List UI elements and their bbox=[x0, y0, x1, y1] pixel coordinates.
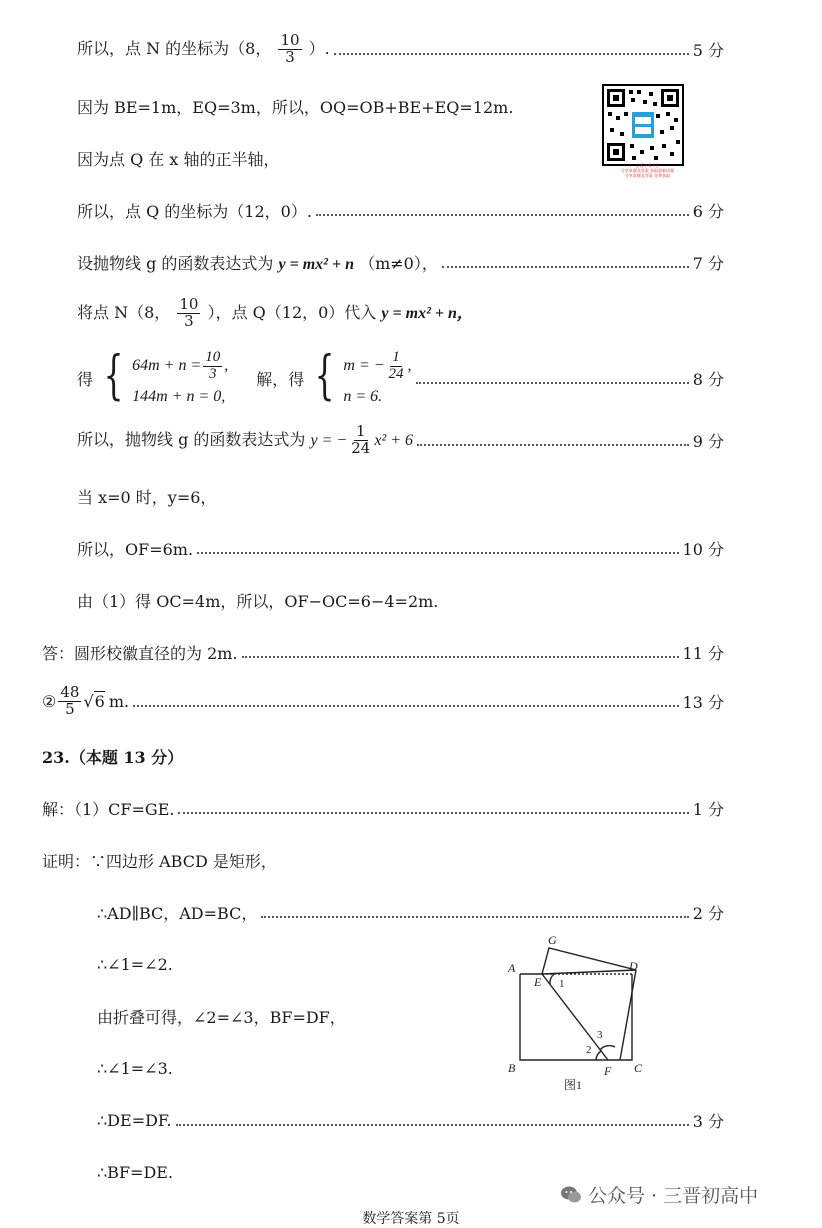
angle-arc-3 bbox=[600, 1046, 615, 1050]
fraction: $\frac{10}{3}$ bbox=[280, 30, 300, 66]
leader-dots bbox=[242, 656, 679, 658]
score-label: 13 分 bbox=[682, 692, 724, 712]
answer-line-of: 所以，OF=6m. 10 分 bbox=[77, 535, 724, 561]
proof-line-fold: 由折叠可得，∠2=∠3，BF=DF， bbox=[97, 1007, 346, 1027]
answer-line-part2: ② $\frac{48}{5}$ √ 6 m. 13 分 bbox=[42, 682, 724, 718]
answer-line-parabola-result: 所以，抛物线 g 的函数表达式为 y = − $\frac{1}{24}$ x² + 6 9 分 bbox=[77, 421, 724, 457]
angle-arc-2 bbox=[596, 1051, 601, 1060]
equation-system: { 64m + n = $\frac{10}{3}$ , 144m + n = 0, bbox=[103, 345, 229, 406]
score-label: 10 分 bbox=[682, 539, 724, 559]
label-angle-2: 2 bbox=[586, 1044, 592, 1056]
leader-dots bbox=[133, 705, 678, 707]
proof-line-rectangle: 证明：∵四边形 ABCD 是矩形， bbox=[42, 851, 277, 871]
leader-dots bbox=[261, 916, 688, 918]
score-label: 3 分 bbox=[692, 1111, 724, 1131]
label-c: C bbox=[634, 1061, 643, 1075]
answer-line-cf-ge: 解：（1）CF=GE. 1 分 bbox=[42, 795, 724, 821]
page-footer: 数学答案第 5页 bbox=[362, 1211, 460, 1227]
angle-arc-1 bbox=[550, 974, 554, 984]
segment-ed bbox=[542, 970, 636, 974]
qr-caption: 山西中考平台 分享真题及答案 获取最新试题 分享真题及答案 免费获取 bbox=[620, 163, 675, 179]
answer-line-system: 得 { 64m + n = $\frac{10}{3}$ , 144m + n = 0, 解，得 { m = − $\frac{1}{24}$ , n = 6. 8 分 bbox=[77, 345, 724, 406]
score-label: 8 分 bbox=[692, 369, 724, 389]
leader-dots bbox=[176, 1124, 689, 1126]
label-f: F bbox=[604, 1064, 612, 1078]
answer-line-q-coordinate: 所以，点 Q 的坐标为（12，0）. 6 分 bbox=[77, 197, 724, 223]
label-g: G bbox=[548, 933, 557, 947]
wechat-icon bbox=[560, 1185, 582, 1205]
fold-line-ef bbox=[542, 974, 608, 1060]
watermark: 公众号 · 三晋初高中 bbox=[560, 1181, 758, 1208]
rectangle-fold-diagram bbox=[500, 930, 650, 1100]
score-label: 7 分 bbox=[692, 253, 724, 273]
leader-dots bbox=[442, 266, 689, 268]
leader-dots bbox=[197, 552, 678, 554]
formula: y = mx² + n， bbox=[381, 304, 473, 322]
answer-line-n-coordinate: 所以，点 N 的坐标为（8， $\frac{10}{3}$ ）. 5 分 bbox=[77, 30, 724, 66]
fraction: $\frac{48}{5}$ bbox=[60, 682, 80, 718]
score-label: 1 分 bbox=[692, 799, 724, 819]
fraction: $\frac{10}{3}$ bbox=[179, 294, 199, 330]
proof-line-parallel: ∴AD∥BC，AD=BC， 2 分 bbox=[97, 899, 724, 925]
score-label: 9 分 bbox=[692, 431, 724, 451]
proof-line-angle12: ∴∠1=∠2. bbox=[97, 954, 173, 974]
label-d: D bbox=[629, 959, 638, 973]
proof-line-angle13: ∴∠1=∠3. bbox=[97, 1058, 173, 1078]
label-e: E bbox=[534, 975, 542, 989]
score-label: 6 分 bbox=[692, 201, 724, 221]
fraction: $\frac{1}{24}$ bbox=[351, 421, 371, 457]
formula: y = mx² + n bbox=[278, 255, 354, 273]
label-angle-3: 3 bbox=[597, 1029, 603, 1041]
answer-line-conclusion: 答：圆形校徽直径的为 2m. 11 分 bbox=[42, 639, 724, 665]
score-label: 2 分 bbox=[692, 903, 724, 923]
proof-line-bf-de: ∴BF=DE. bbox=[97, 1162, 174, 1182]
answer-line-substitute: 将点 N（8， $\frac{10}{3}$ ），点 Q（12，0）代入 y = mx² + n， bbox=[77, 294, 473, 330]
answer-line-x-zero: 当 x=0 时，y=6， bbox=[77, 487, 217, 507]
label-a: A bbox=[508, 961, 516, 975]
leader-dots bbox=[417, 444, 689, 446]
answer-line-of-minus-oc: 由（1）得 OC=4m，所以，OF−OC=6−4=2m. bbox=[77, 591, 439, 611]
leader-dots bbox=[334, 53, 689, 55]
answer-line-parabola-setup: 设抛物线 g 的函数表达式为 y = mx² + n （m≠0）， 7 分 bbox=[77, 249, 724, 275]
answer-line-oq: 因为 BE=1m，EQ=3m，所以，OQ=OB+BE+EQ=12m. bbox=[77, 97, 514, 117]
leader-dots bbox=[316, 214, 689, 216]
leader-dots bbox=[178, 812, 688, 814]
leader-dots bbox=[416, 382, 689, 384]
proof-line-de-df: ∴DE=DF. 3 分 bbox=[97, 1110, 724, 1131]
score-label: 5 分 bbox=[692, 40, 724, 60]
figure-caption: 图1 bbox=[564, 1078, 583, 1092]
solution-system: { m = − $\frac{1}{24}$ , n = 6. bbox=[314, 345, 412, 406]
geometry-figure-1 bbox=[500, 930, 650, 1100]
label-b: B bbox=[508, 1061, 516, 1075]
label-angle-1: 1 bbox=[559, 978, 565, 990]
answer-line-q-axis: 因为点 Q 在 x 轴的正半轴， bbox=[77, 149, 280, 169]
score-label: 11 分 bbox=[682, 643, 724, 663]
question-23-heading: 23.（本题 13 分） bbox=[42, 747, 184, 767]
